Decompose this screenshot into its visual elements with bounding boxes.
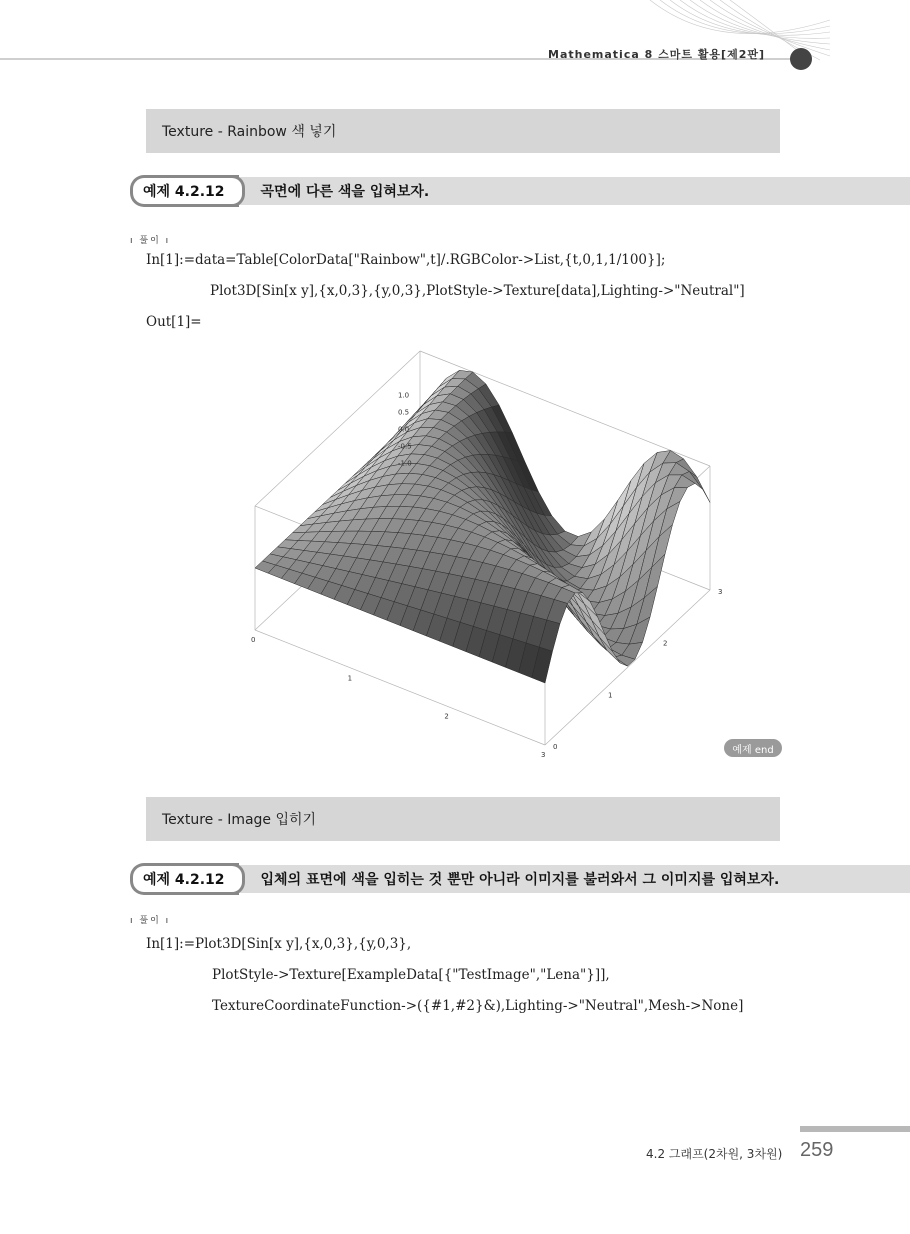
- solution-label: ı 풀이 ı: [130, 916, 171, 926]
- example-title: 입체의 표면에 색을 입히는 것 뿐만 아니라 이미지를 불러와서 그 이미지를 입혀보자.: [260, 872, 780, 888]
- example-number: 예제 4.2.12: [130, 863, 239, 895]
- code-line: Plot3D[Sin[x y],{x,0,3},{y,0,3},PlotStyle->Texture[data],Lighting->"Neutral"]: [210, 283, 745, 299]
- section-label: Texture - Rainbow 색 넣기: [162, 124, 337, 140]
- footer-section-text: 4.2 그래프(2차원, 3차원): [646, 1147, 783, 1161]
- example-number: 예제 4.2.12: [130, 175, 239, 207]
- y-tick-label: 2: [663, 639, 668, 648]
- solution-label: ı 풀이 ı: [130, 236, 171, 246]
- y-tick-label: 1: [608, 691, 613, 700]
- example-title: 곡면에 다른 색을 입혀보자.: [260, 184, 430, 200]
- x-tick-label: 3: [541, 751, 546, 759]
- example-end-badge: 예제 end: [724, 739, 782, 757]
- page-number: 259: [800, 1139, 834, 1161]
- z-tick-label: -0.5: [398, 442, 412, 451]
- footer-rule: [800, 1126, 910, 1132]
- code-line: TextureCoordinateFunction->({#1,#2}&),Lighting->"Neutral",Mesh->None]: [212, 998, 744, 1014]
- header-dot: [790, 48, 812, 70]
- x-tick-label: 2: [444, 712, 449, 721]
- surface-mesh: [255, 370, 710, 683]
- section-box-rainbow: [146, 109, 780, 153]
- y-tick-label: 0: [553, 743, 558, 751]
- code-line: In[1]:=data=Table[ColorData["Rainbow",t]/.RGBColor->List,{t,0,1,1/100}];: [146, 252, 666, 268]
- z-tick-label: -1.0: [398, 459, 412, 468]
- code-line: In[1]:=Plot3D[Sin[x y],{x,0,3},{y,0,3},: [146, 936, 412, 952]
- surface-plot: [225, 333, 725, 759]
- z-tick-label: 0.0: [398, 425, 410, 434]
- example-bar-2: [130, 865, 910, 893]
- section-box-image: [146, 797, 780, 841]
- example-bar-1: [130, 177, 910, 205]
- section-label: Texture - Image 입히기: [162, 812, 317, 828]
- x-tick-label: 0: [251, 636, 256, 644]
- z-tick-label: 1.0: [398, 391, 410, 400]
- code-line: PlotStyle->Texture[ExampleData[{"TestImage","Lena"}]],: [212, 967, 610, 983]
- z-tick-label: 0.5: [398, 408, 410, 417]
- x-tick-label: 1: [347, 674, 353, 683]
- output-label: Out[1]=: [146, 314, 202, 330]
- running-head: Mathematica 8 스마트 활용[제2판]: [548, 48, 766, 61]
- y-tick-label: 3: [718, 588, 723, 596]
